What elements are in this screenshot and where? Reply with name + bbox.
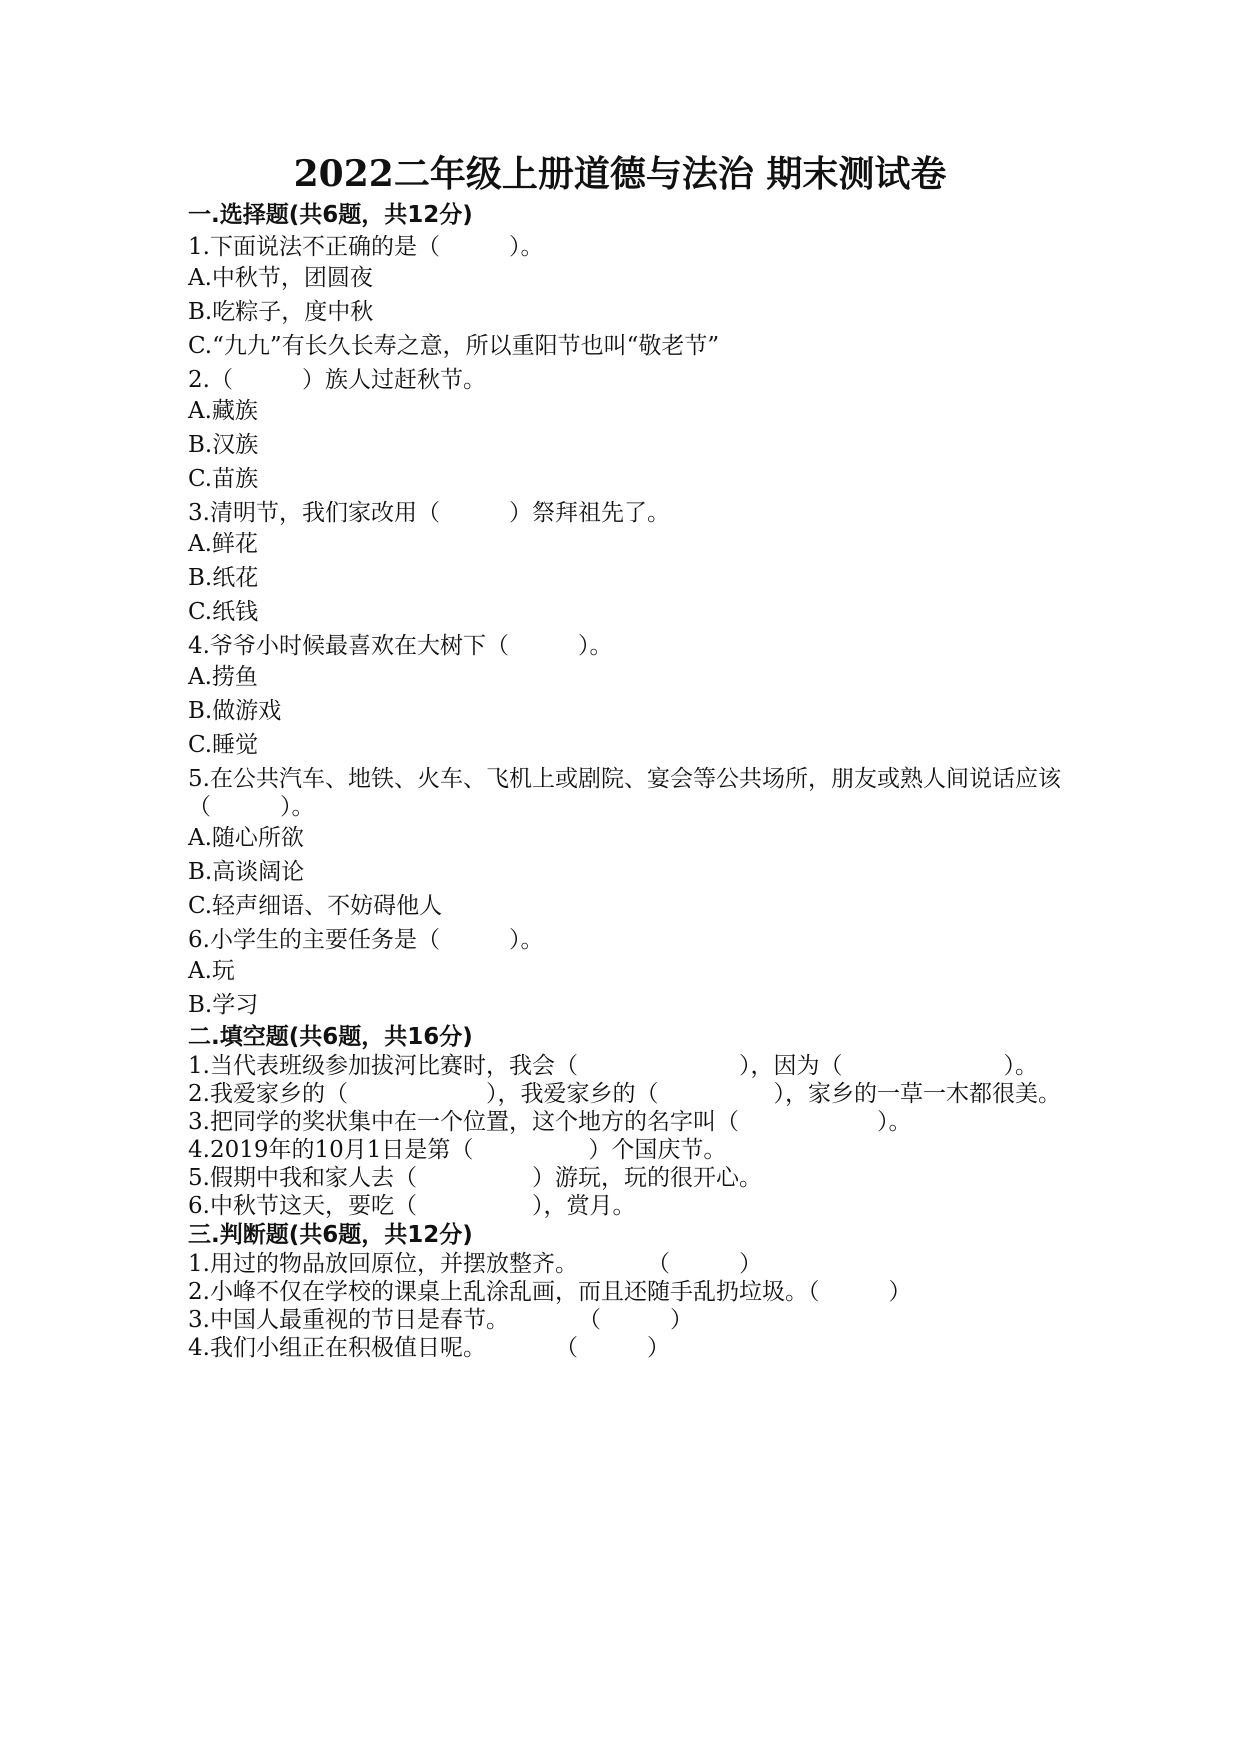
judge-question-3: 3.中国人最重视的节日是春节。 （ ） xyxy=(188,1307,693,1333)
judge-question-1: 1.用过的物品放回原位，并摆放整齐。 （ ） xyxy=(188,1251,762,1277)
choice-question-3 xyxy=(188,499,1068,629)
judge-section-heading: 三.判断题(共6题，共12分) xyxy=(188,1222,473,1248)
choice-question-5 xyxy=(188,765,1068,923)
option-c: C.苗族 xyxy=(188,466,259,492)
question-text: 4.爷爷小时候最喜欢在大树下（ ）。 xyxy=(188,633,613,659)
question-text: 2.（ ）族人过赶秋节。 xyxy=(188,367,486,393)
question-text: 3.清明节，我们家改用（ ）祭拜祖先了。 xyxy=(188,500,670,526)
option-a: A.捞鱼 xyxy=(188,664,258,690)
option-b: B.高谈阔论 xyxy=(188,859,305,885)
option-b: B.做游戏 xyxy=(188,698,282,724)
option-b: B.纸花 xyxy=(188,565,259,591)
fill-question-2: 2.我爱家乡的（ ），我爱家乡的（ ），家乡的一草一木都很美。 xyxy=(188,1081,1061,1107)
question-text: 6.小学生的主要任务是（ ）。 xyxy=(188,927,544,953)
fill-question-4: 4.2019年的10月1日是第（ ）个国庆节。 xyxy=(188,1137,727,1163)
question-text: 5.在公共汽车、地铁、火车、飞机上或剧院、宴会等公共场所，朋友或熟人间说话应该（ ）。 xyxy=(188,766,1061,820)
judge-section xyxy=(188,1220,1068,1362)
option-b: B.学习 xyxy=(188,992,259,1018)
fill-question-1: 1.当代表班级参加拔河比赛时，我会（ ），因为（ ）。 xyxy=(188,1053,1038,1079)
choice-question-4 xyxy=(188,632,1068,762)
fill-section xyxy=(188,1022,1068,1220)
option-a: A.鲜花 xyxy=(188,531,258,557)
fill-question-3: 3.把同学的奖状集中在一个位置，这个地方的名字叫（ ）。 xyxy=(188,1109,912,1135)
fill-question-5: 5.假期中我和家人去（ ）游玩，玩的很开心。 xyxy=(188,1165,762,1191)
option-a: A.随心所欲 xyxy=(188,825,304,851)
option-b: B.汉族 xyxy=(188,432,259,458)
fill-section-heading: 二.填空题(共6题，共16分) xyxy=(188,1024,473,1050)
judge-question-4: 4.我们小组正在积极值日呢。 （ ） xyxy=(188,1335,670,1361)
option-c: C.“九九”有长久长寿之意，所以重阳节也叫“敬老节” xyxy=(188,333,720,359)
choice-question-1 xyxy=(188,233,1068,363)
question-text: 1.下面说法不正确的是（ ）。 xyxy=(188,234,544,260)
judge-question-2: 2.小峰不仅在学校的课桌上乱涂乱画，而且还随手乱扔垃圾。（ ） xyxy=(188,1279,912,1305)
choice-section xyxy=(188,200,1068,1022)
option-c: C.轻声细语、不妨碍他人 xyxy=(188,893,443,919)
exam-title: 2022二年级上册道德与法治 期末测试卷 xyxy=(293,153,947,195)
choice-section-heading: 一.选择题(共6题，共12分) xyxy=(188,202,473,228)
choice-question-2 xyxy=(188,366,1068,496)
fill-question-6: 6.中秋节这天，要吃（ ），赏月。 xyxy=(188,1193,636,1219)
choice-question-6 xyxy=(188,926,1068,1022)
option-c: C.睡觉 xyxy=(188,732,259,758)
option-a: A.藏族 xyxy=(188,398,258,424)
option-c: C.纸钱 xyxy=(188,599,259,625)
exam-content xyxy=(188,200,1068,1362)
option-b: B.吃粽子，度中秋 xyxy=(188,299,374,325)
option-a: A.中秋节，团圆夜 xyxy=(188,265,373,291)
option-a: A.玩 xyxy=(188,958,235,984)
